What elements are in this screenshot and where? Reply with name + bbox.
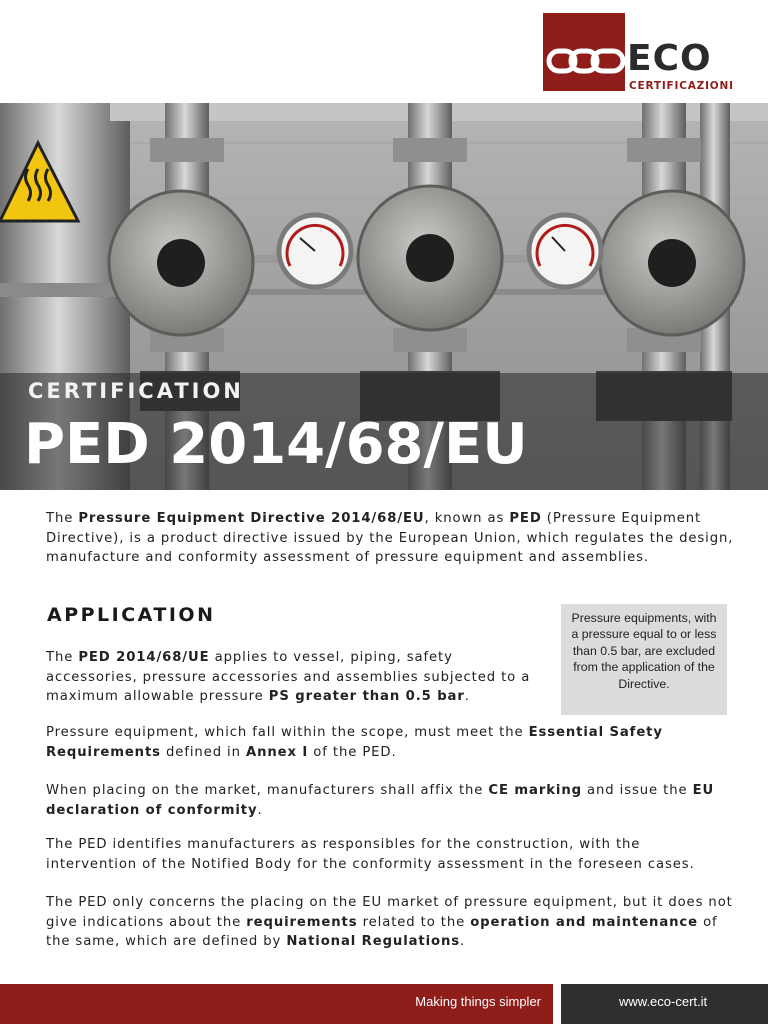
exclusion-note-box: Pressure equipments, with a pressure equal to or less than 0.5 bar, are excluded from the application of the Directive.	[561, 604, 727, 715]
hero-subtitle: CERTIFICATION	[28, 379, 244, 403]
marking-text-2: and issue the	[581, 783, 693, 798]
scope-text-2: related to the	[357, 914, 471, 930]
scope-text-1: The PED only concerns the placing on the EU market of pressure equipment, but it does not give indications about the	[46, 895, 733, 930]
logo-mark	[543, 13, 625, 91]
application-text-2: applies to vessel, piping, safety accessories, pressure accessories and assemblies subjected to a maximum allowable pressure	[46, 650, 531, 704]
footer-url-bar	[561, 984, 768, 1024]
hero-image	[0, 103, 768, 490]
footer-slogan: Making things simpler	[415, 994, 541, 1009]
marking-text-1: When placing on the market, manufacturers shall affix the	[46, 783, 489, 798]
application-heading: APPLICATION	[47, 604, 216, 626]
company-logo	[543, 13, 751, 91]
intro-text-1: The	[46, 511, 79, 526]
application-text-3: .	[464, 689, 470, 704]
marking-bold-ce: CE marking	[488, 783, 582, 798]
requirements-bold-esr: Essential Safety Requirements	[46, 725, 663, 760]
application-bold-pressure: PS greater than 0.5 bar	[268, 689, 465, 704]
requirements-text-2: defined in	[160, 744, 246, 760]
scope-bold-operation: operation and maintenance	[470, 914, 698, 930]
intro-paragraph	[46, 509, 736, 568]
hero-title: PED 2014/68/EU	[24, 412, 528, 477]
scope-bold-requirements: requirements	[246, 914, 358, 930]
logo-word: ECO	[627, 38, 712, 79]
application-paragraph	[46, 648, 546, 707]
requirements-text-1: Pressure equipment, which fall within the scope, must meet the	[46, 725, 529, 740]
intro-text-3: (Pressure Equipment Directive), is a product directive issued by the European Union, which regulates the design, manufacture and conformity assessment of pressure equipment and assemblies.	[46, 511, 734, 565]
marking-text-3: .	[257, 802, 263, 818]
scope-bold-national: National Regulations	[286, 934, 461, 949]
marking-paragraph	[46, 781, 736, 820]
scope-text-4: .	[460, 934, 466, 949]
scope-text-3: of the same, which are defined by	[46, 914, 718, 949]
marking-bold-declaration: EU declaration of conformity	[46, 783, 715, 818]
requirements-bold-annex: Annex I	[245, 744, 309, 760]
logo-chain-icon	[543, 13, 625, 91]
scope-paragraph	[46, 893, 736, 952]
intro-text-2: , known as	[424, 511, 510, 526]
application-bold-ped: PED 2014/68/UE	[78, 650, 210, 665]
website-link[interactable]: www.eco-cert.it	[619, 994, 708, 1009]
application-text-1: The	[46, 650, 79, 665]
requirements-text-3: of the PED.	[308, 744, 397, 760]
intro-bold-ped: PED	[509, 511, 542, 526]
logo-subtitle: CERTIFICAZIONI	[629, 80, 734, 92]
intro-bold-directive: Pressure Equipment Directive 2014/68/EU	[78, 511, 425, 526]
manufacturers-paragraph: The PED identifies manufacturers as responsibles for the construction, with the intervention of the Notified Body for the conformity assessment in the foreseen cases.	[46, 837, 695, 872]
footer-slogan-bar	[0, 984, 553, 1024]
requirements-paragraph	[46, 723, 736, 762]
